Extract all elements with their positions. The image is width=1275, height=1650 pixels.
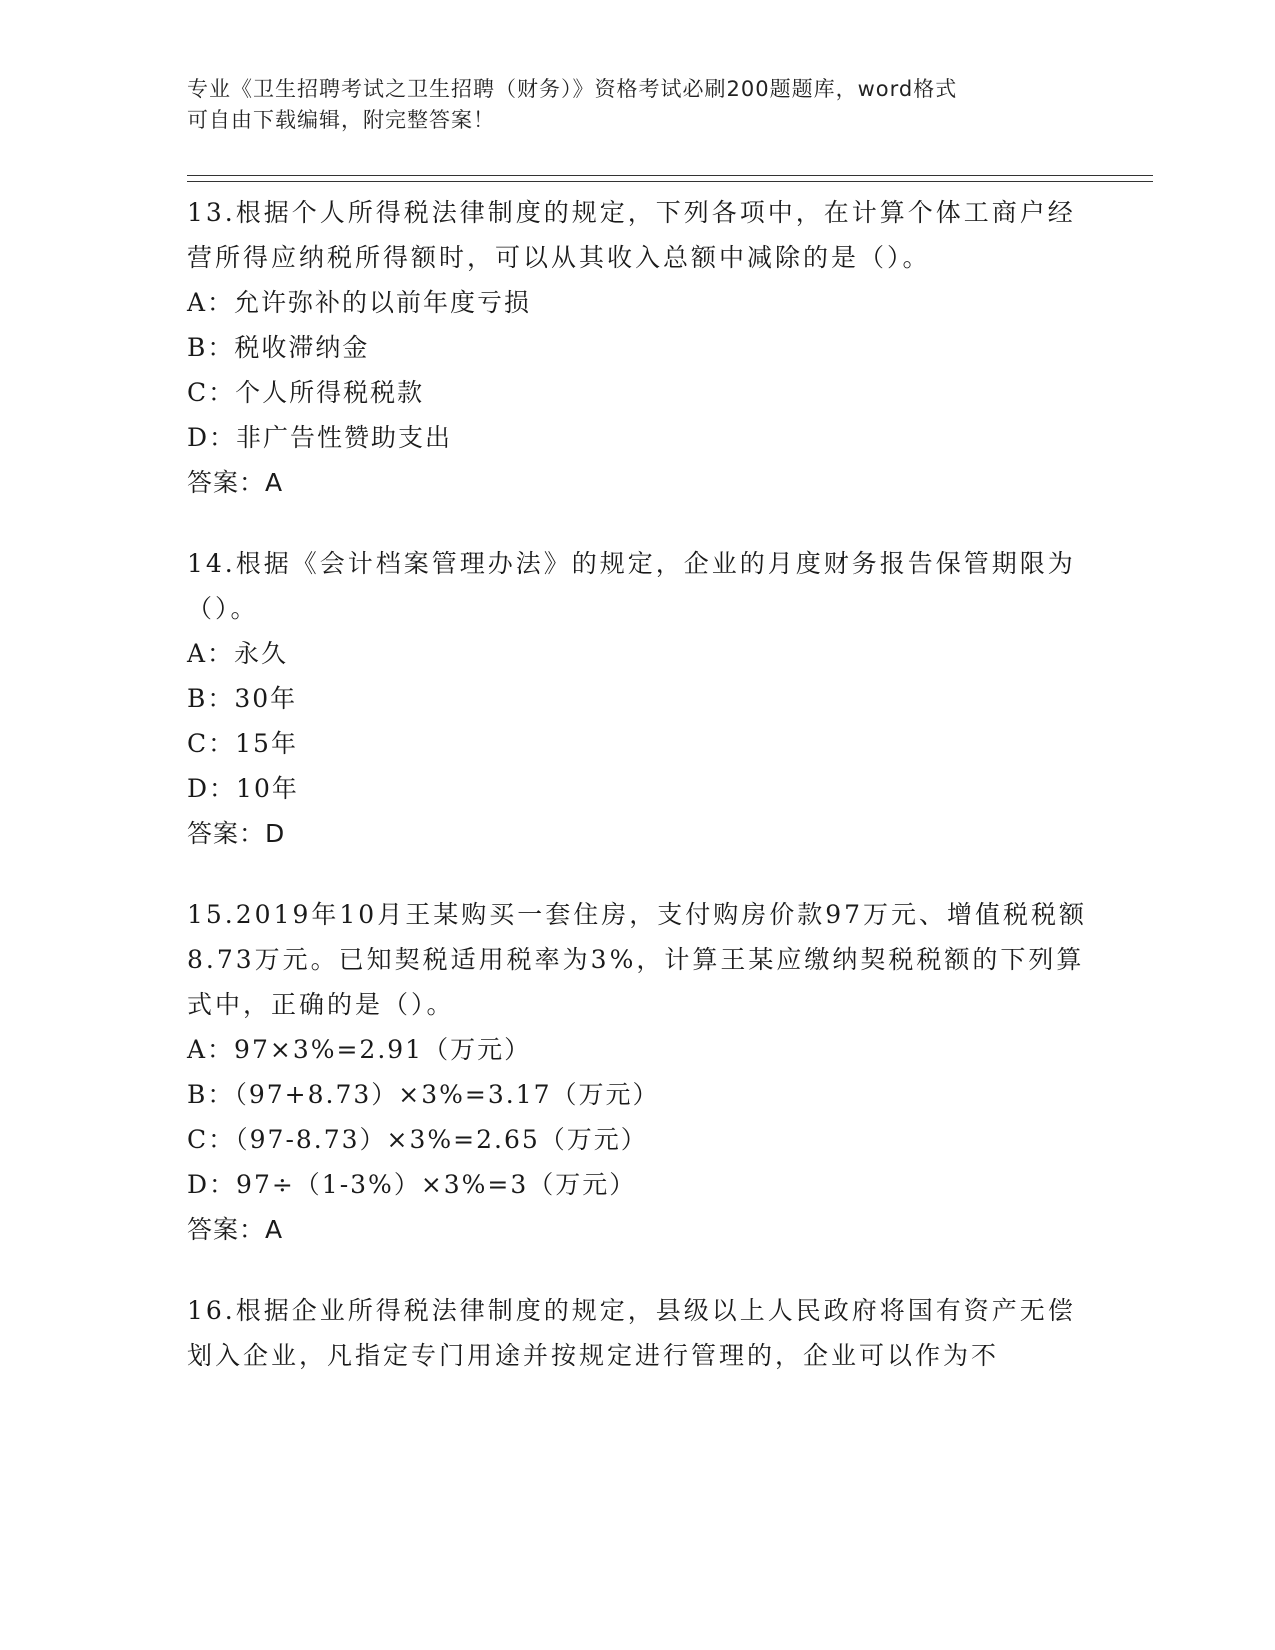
document-header	[187, 74, 1087, 136]
question-16	[187, 1288, 1087, 1378]
header-divider-bottom	[187, 181, 1153, 182]
option-c: C：个人所得税税款	[187, 378, 425, 407]
option-b: B：（97+8.73）×3%=3.17（万元）	[187, 1080, 660, 1109]
option-a: A：允许弥补的以前年度亏损	[187, 288, 532, 317]
option-d: D：97÷（1-3%）×3%=3（万元）	[187, 1170, 637, 1199]
option-d: D：非广告性赞助支出	[187, 423, 453, 452]
header-line-2: 可自由下载编辑，附完整答案！	[187, 108, 495, 132]
option-b: B：税收滞纳金	[187, 333, 370, 362]
answer-label: 答案：A	[187, 468, 284, 497]
question-list	[187, 190, 1087, 1414]
option-c: C：15年	[187, 729, 298, 758]
answer-label: 答案：A	[187, 1215, 284, 1244]
question-13	[187, 190, 1087, 505]
question-text: 13.根据个人所得税法律制度的规定，下列各项中，在计算个体工商户经营所得应纳税所得额时，可以从其收入总额中减除的是（）。	[187, 198, 1076, 272]
header-line-1: 专业《卫生招聘考试之卫生招聘（财务）》资格考试必刷200题题库，word格式	[187, 77, 958, 101]
question-text: 16.根据企业所得税法律制度的规定，县级以上人民政府将国有资产无偿划入企业，凡指定专门用途并按规定进行管理的，企业可以作为不	[187, 1296, 1076, 1370]
option-b: B：30年	[187, 684, 298, 713]
option-a: A：永久	[187, 639, 289, 668]
option-c: C：（97-8.73）×3%=2.65（万元）	[187, 1125, 648, 1154]
question-text: 14.根据《会计档案管理办法》的规定，企业的月度财务报告保管期限为（）。	[187, 549, 1076, 623]
answer-label: 答案：D	[187, 819, 286, 848]
option-a: A：97×3%=2.91（万元）	[187, 1035, 532, 1064]
question-14	[187, 541, 1087, 856]
question-15	[187, 892, 1087, 1252]
option-d: D：10年	[187, 774, 299, 803]
question-text: 15.2019年10月王某购买一套住房，支付购房价款97万元、增值税税额8.73万元。已知契税适用税率为3%，计算王某应缴纳契税税额的下列算式中，正确的是（）。	[187, 900, 1088, 1019]
header-divider-top	[187, 175, 1153, 176]
